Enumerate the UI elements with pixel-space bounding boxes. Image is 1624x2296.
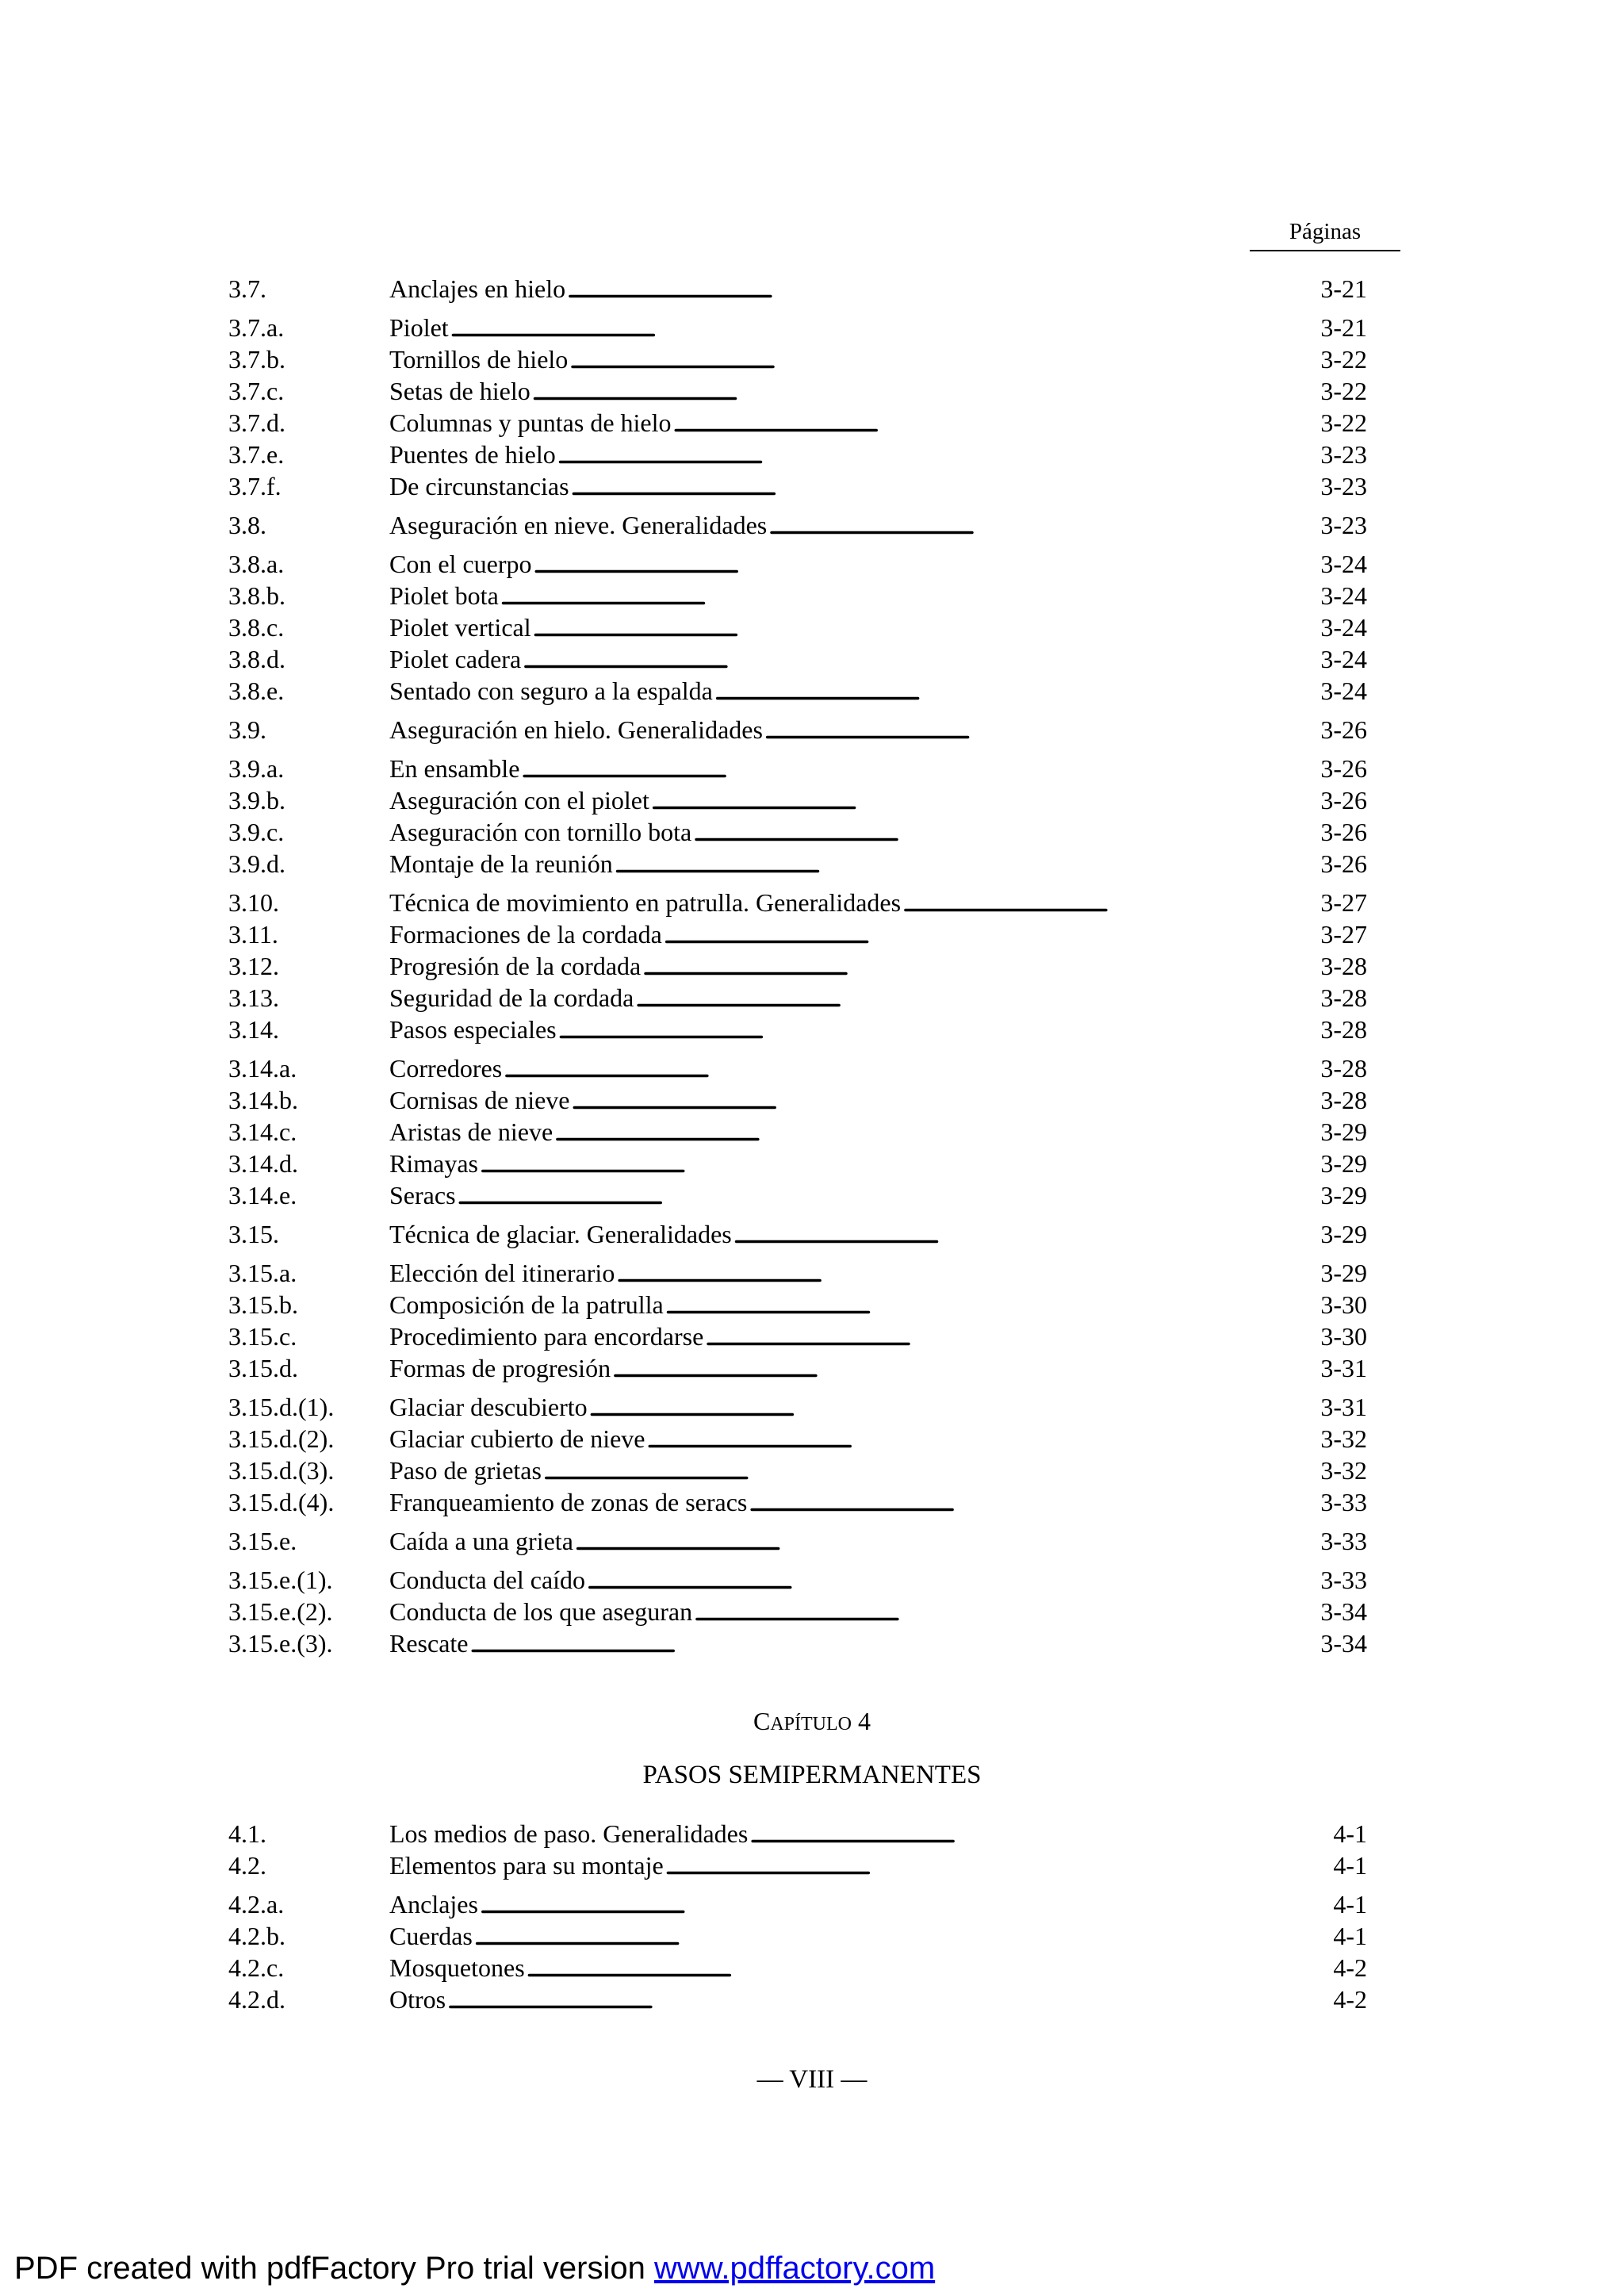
toc-section-number: 3.7.b. — [228, 345, 285, 374]
toc-page-number: 3-29 — [1320, 1259, 1367, 1287]
toc-entry-title: Formaciones de la cordada . . . — [389, 918, 1254, 952]
toc-page-number: 4-1 — [1333, 1819, 1367, 1848]
toc-row — [228, 1084, 1367, 1116]
toc-page-number: 3-24 — [1320, 613, 1367, 642]
toc-entry-title: Montaje de la reunión . . . — [389, 848, 1254, 881]
toc-page-number: 3-26 — [1320, 849, 1367, 878]
toc-entry-title: Formas de progresión . . . — [389, 1352, 1254, 1386]
toc-page-number: 3-28 — [1320, 1054, 1367, 1083]
toc-page-number: 3-30 — [1320, 1322, 1367, 1351]
toc-entry-title: Aseguración con tornillo bota . . . — [389, 816, 1254, 849]
toc-entry-title: Conducta de los que aseguran . . . — [389, 1596, 1254, 1629]
toc-page-number: 3-26 — [1320, 754, 1367, 783]
toc-page-number: 3-21 — [1320, 313, 1367, 342]
toc-entry-title: Columnas y puntas de hielo . . . — [389, 407, 1254, 440]
toc-section-number: 3.14.a. — [228, 1054, 297, 1083]
toc-page-number: 3-33 — [1320, 1527, 1367, 1555]
toc-row — [228, 1455, 1367, 1486]
toc-section-number: 3.8.b. — [228, 581, 285, 610]
toc-page-number: 3-32 — [1320, 1456, 1367, 1485]
toc-page-number: 3-32 — [1320, 1424, 1367, 1453]
toc-page-number: 3-30 — [1320, 1290, 1367, 1319]
toc-page-number: 3-29 — [1320, 1149, 1367, 1178]
chapter-label-initial: C — [753, 1707, 771, 1735]
toc-entry-title: Elementos para su montaje . . . — [389, 1849, 1254, 1883]
toc-page-number: 3-22 — [1320, 377, 1367, 405]
toc-section-number: 3.15.d.(3). — [228, 1456, 335, 1485]
toc-section-number: 3.15.d.(1). — [228, 1393, 335, 1421]
toc-entry-title: Otros . . . — [389, 1984, 1254, 2017]
toc-page-number: 3-26 — [1320, 715, 1367, 744]
toc-page-number: 3-29 — [1320, 1181, 1367, 1209]
toc-section-number: 4.2.b. — [228, 1922, 285, 1950]
toc-row — [228, 1849, 1367, 1881]
toc-page-number: 3-34 — [1320, 1629, 1367, 1658]
toc-row — [228, 1423, 1367, 1455]
footer-link[interactable]: www.pdffactory.com — [653, 2251, 936, 2286]
toc-entry-title: Anclajes . . . — [389, 1888, 1254, 1922]
toc-entry-title: Piolet . . . — [389, 312, 1254, 345]
toc-row — [228, 675, 1367, 707]
paginas-header: Páginas — [1250, 216, 1400, 251]
toc-page-number: 3-34 — [1320, 1597, 1367, 1626]
toc-section-number: 3.15.d.(4). — [228, 1488, 335, 1516]
toc-page-number: 3-33 — [1320, 1566, 1367, 1594]
toc-page-number: 3-24 — [1320, 645, 1367, 673]
toc-row — [228, 816, 1367, 848]
toc-section-number: 3.15.d.(2). — [228, 1424, 335, 1453]
toc-row — [228, 548, 1367, 580]
toc-row — [228, 714, 1367, 746]
toc-section-number: 3.15.e. — [228, 1527, 297, 1555]
toc-entry-title: Corredores . . . — [389, 1052, 1254, 1086]
toc-row — [228, 1391, 1367, 1423]
chapter-label-rest: APÍTULO — [770, 1714, 852, 1734]
toc-section-number: 3.14.b. — [228, 1086, 298, 1114]
toc-entry-title: Seracs . . . — [389, 1179, 1254, 1213]
toc-section-number: 3.15.e.(1). — [228, 1566, 333, 1594]
toc-page-number: 4-2 — [1333, 1953, 1367, 1982]
toc-row — [228, 1014, 1367, 1045]
toc-section-number: 3.8.e. — [228, 677, 285, 705]
toc-section-number: 3.8.d. — [228, 645, 285, 673]
toc-entry-title: Rescate . . . — [389, 1627, 1254, 1661]
chapter-title: PASOS SEMIPERMANENTES — [642, 1761, 982, 1789]
table-of-contents — [228, 273, 1367, 1659]
toc-entry-title: En ensamble . . . — [389, 753, 1254, 786]
toc-section-number: 3.14. — [228, 1015, 279, 1044]
toc-entry-title: Aseguración en hielo. Generalidades . . . — [389, 714, 1254, 747]
toc-row — [228, 1596, 1367, 1627]
toc-section-number: 3.7.e. — [228, 440, 285, 469]
toc-section-number: 3.13. — [228, 983, 279, 1012]
toc-row — [228, 1984, 1367, 2015]
toc-row — [228, 509, 1367, 541]
toc-entry-title: Paso de grietas . . . — [389, 1455, 1254, 1488]
toc-section-number: 3.7.c. — [228, 377, 285, 405]
toc-section-number: 3.15.c. — [228, 1322, 297, 1351]
toc-entry-title: Glaciar descubierto . . . — [389, 1391, 1254, 1424]
toc-section-number: 3.15. — [228, 1220, 279, 1248]
toc-section-number: 3.15.d. — [228, 1354, 298, 1382]
toc-section-number: 3.15.a. — [228, 1259, 297, 1287]
chapter-label — [0, 1707, 1624, 1736]
toc-page-number: 3-23 — [1320, 440, 1367, 469]
toc-page-number: 3-24 — [1320, 677, 1367, 705]
toc-row — [228, 643, 1367, 675]
toc-entry-title: Aseguración en nieve. Generalidades . . . — [389, 509, 1254, 542]
toc-entry-title: Franqueamiento de zonas de seracs . . . — [389, 1486, 1254, 1520]
toc-page-number: 4-1 — [1333, 1851, 1367, 1880]
toc-page-number: 3-27 — [1320, 920, 1367, 949]
toc-section-number: 4.2.d. — [228, 1985, 285, 2014]
toc-row — [228, 1257, 1367, 1289]
toc-section-number: 3.14.e. — [228, 1181, 297, 1209]
table-of-contents-chapter-4 — [228, 1818, 1367, 2015]
toc-row — [228, 439, 1367, 470]
toc-row — [228, 1486, 1367, 1518]
toc-page-number: 3-33 — [1320, 1488, 1367, 1516]
toc-entry-title: Piolet cadera . . . — [389, 643, 1254, 677]
toc-row — [228, 611, 1367, 643]
toc-row — [228, 407, 1367, 439]
toc-entry-title: Con el cuerpo . . . — [389, 548, 1254, 581]
toc-row — [228, 1289, 1367, 1320]
toc-entry-title: Caída a una grieta . . . — [389, 1525, 1254, 1558]
toc-page-number: 3-28 — [1320, 1086, 1367, 1114]
toc-page-number: 3-28 — [1320, 1015, 1367, 1044]
toc-row — [228, 950, 1367, 982]
toc-row — [228, 343, 1367, 375]
toc-section-number: 3.9.c. — [228, 818, 285, 846]
toc-row — [228, 1564, 1367, 1596]
toc-section-number: 3.8.c. — [228, 613, 285, 642]
toc-entry-title: Mosquetones . . . — [389, 1952, 1254, 1985]
toc-entry-title: Rimayas . . . — [389, 1148, 1254, 1181]
toc-entry-title: Aristas de nieve . . . — [389, 1116, 1254, 1149]
toc-row — [228, 273, 1367, 305]
toc-section-number: 3.15.b. — [228, 1290, 298, 1319]
toc-page-number: 3-24 — [1320, 581, 1367, 610]
toc-section-number: 3.9.a. — [228, 754, 285, 783]
toc-entry-title: Sentado con seguro a la espalda . . . — [389, 675, 1254, 708]
toc-row — [228, 1218, 1367, 1250]
toc-section-number: 3.9.b. — [228, 786, 285, 815]
toc-section-number: 3.9. — [228, 715, 266, 744]
toc-row — [228, 753, 1367, 784]
toc-row — [228, 1818, 1367, 1849]
toc-entry-title: Setas de hielo . . . — [389, 375, 1254, 408]
toc-row — [228, 1320, 1367, 1352]
toc-entry-title: Piolet vertical . . . — [389, 611, 1254, 645]
toc-section-number: 3.15.e.(3). — [228, 1629, 333, 1658]
toc-page-number: 4-1 — [1333, 1890, 1367, 1918]
toc-section-number: 3.8.a. — [228, 550, 285, 578]
toc-section-number: 4.1. — [228, 1819, 266, 1848]
toc-page-number: 3-31 — [1320, 1393, 1367, 1421]
toc-page-number: 3-31 — [1320, 1354, 1367, 1382]
toc-page-number: 3-22 — [1320, 345, 1367, 374]
toc-row — [228, 1952, 1367, 1984]
toc-page-number: 3-27 — [1320, 888, 1367, 917]
toc-row — [228, 1627, 1367, 1659]
toc-section-number: 3.14.d. — [228, 1149, 298, 1178]
toc-entry-title: Puentes de hielo . . . — [389, 439, 1254, 472]
toc-section-number: 3.11. — [228, 920, 278, 949]
toc-row — [228, 580, 1367, 611]
chapter-number: 4 — [858, 1707, 871, 1735]
toc-entry-title: Pasos especiales . . . — [389, 1014, 1254, 1047]
toc-page-number: 3-29 — [1320, 1220, 1367, 1248]
toc-entry-title: Seguridad de la cordada . . . — [389, 982, 1254, 1015]
toc-entry-title: Glaciar cubierto de nieve . . . — [389, 1423, 1254, 1456]
toc-section-number: 3.7.f. — [228, 472, 282, 500]
toc-row — [228, 1052, 1367, 1084]
toc-row — [228, 1116, 1367, 1148]
toc-row — [228, 470, 1367, 502]
toc-section-number: 3.14.c. — [228, 1117, 297, 1146]
toc-entry-title: Composición de la patrulla . . . — [389, 1289, 1254, 1322]
toc-entry-title: Cornisas de nieve . . . — [389, 1084, 1254, 1117]
toc-page-number: 3-26 — [1320, 786, 1367, 815]
pdf-footer — [14, 2251, 935, 2286]
toc-entry-title: Cuerdas . . . — [389, 1920, 1254, 1953]
toc-entry-title: De circunstancias . . . — [389, 470, 1254, 504]
toc-page-number: 3-23 — [1320, 472, 1367, 500]
toc-row — [228, 375, 1367, 407]
toc-entry-title: Progresión de la cordada . . . — [389, 950, 1254, 983]
toc-row — [228, 1148, 1367, 1179]
toc-page-number: 3-24 — [1320, 550, 1367, 578]
toc-row — [228, 1352, 1367, 1384]
toc-page-number: 3-28 — [1320, 983, 1367, 1012]
toc-page-number: 3-28 — [1320, 952, 1367, 980]
toc-row — [228, 1525, 1367, 1557]
toc-entry-title: Procedimiento para encordarse . . . — [389, 1320, 1254, 1354]
toc-section-number: 3.7.d. — [228, 408, 285, 437]
toc-row — [228, 1920, 1367, 1952]
toc-row — [228, 982, 1367, 1014]
toc-entry-title: Aseguración con el piolet . . . — [389, 784, 1254, 818]
toc-section-number: 3.7. — [228, 274, 266, 303]
toc-row — [228, 312, 1367, 343]
toc-section-number: 3.8. — [228, 511, 266, 539]
toc-section-number: 4.2. — [228, 1851, 266, 1880]
toc-page-number: 4-1 — [1333, 1922, 1367, 1950]
toc-row — [228, 1179, 1367, 1211]
toc-section-number: 3.15.e.(2). — [228, 1597, 333, 1626]
toc-entry-title: Tornillos de hielo . . . — [389, 343, 1254, 377]
toc-page-number: 4-2 — [1333, 1985, 1367, 2014]
toc-page-number: 3-26 — [1320, 818, 1367, 846]
toc-row — [228, 784, 1367, 816]
toc-section-number: 4.2.c. — [228, 1953, 285, 1982]
toc-entry-title: Piolet bota . . . — [389, 580, 1254, 613]
toc-section-number: 3.9.d. — [228, 849, 285, 878]
toc-section-number: 3.7.a. — [228, 313, 285, 342]
toc-page-number: 3-21 — [1320, 274, 1367, 303]
toc-page-number: 3-29 — [1320, 1117, 1367, 1146]
toc-row — [228, 918, 1367, 950]
toc-row — [228, 887, 1367, 918]
toc-section-number: 4.2.a. — [228, 1890, 285, 1918]
toc-entry-title: Anclajes en hielo . . . — [389, 273, 1254, 306]
toc-page-number: 3-23 — [1320, 511, 1367, 539]
toc-entry-title: Los medios de paso. Generalidades . . . — [389, 1818, 1254, 1851]
page-number: — VIII — — [756, 2065, 868, 2094]
toc-page-number: 3-22 — [1320, 408, 1367, 437]
toc-entry-title: Elección del itinerario . . . — [389, 1257, 1254, 1290]
toc-entry-title: Técnica de glaciar. Generalidades . . . — [389, 1218, 1254, 1251]
toc-row — [228, 848, 1367, 880]
toc-section-number: 3.10. — [228, 888, 279, 917]
toc-entry-title: Técnica de movimiento en patrulla. Generalidades . . . — [389, 887, 1254, 920]
toc-row — [228, 1888, 1367, 1920]
toc-entry-title: Conducta del caído . . . — [389, 1564, 1254, 1597]
toc-section-number: 3.12. — [228, 952, 279, 980]
footer-text: PDF created with pdfFactory Pro trial version — [14, 2251, 654, 2286]
